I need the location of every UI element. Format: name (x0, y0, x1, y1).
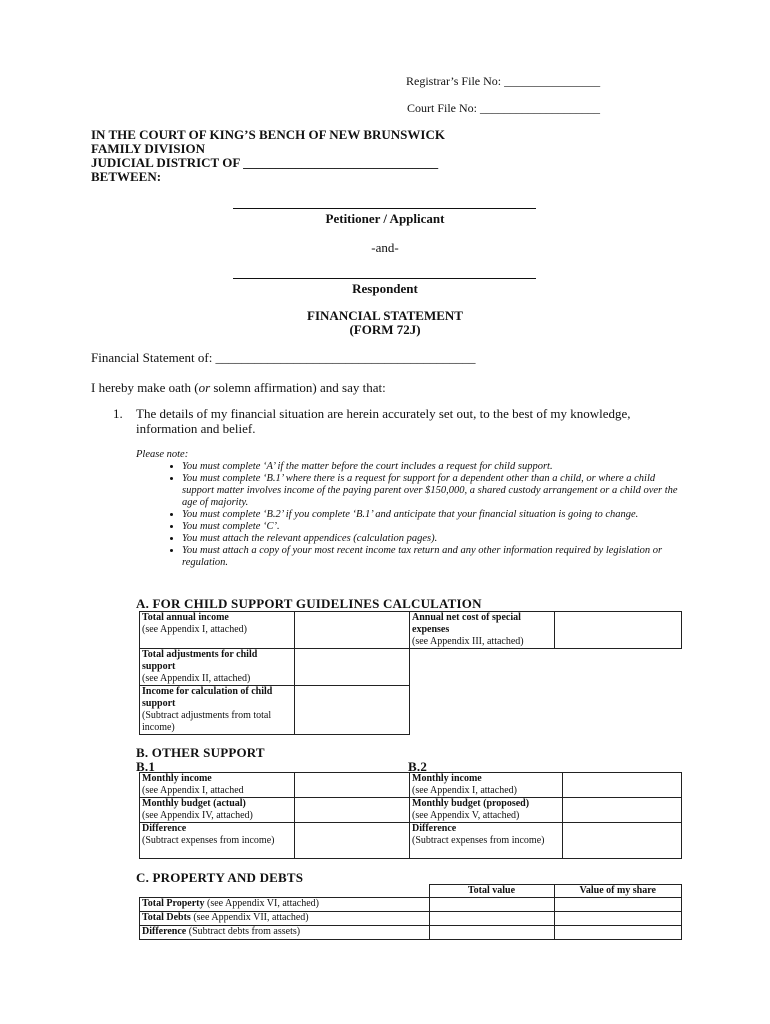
court-file-no: Court File No: ____________________ (407, 101, 601, 115)
court-line-2: FAMILY DIVISION (91, 141, 206, 156)
b2-monthly-income-cell (410, 773, 563, 798)
a-income-calc-input[interactable] (295, 686, 410, 735)
petitioner-line (233, 208, 536, 209)
c-col-total-value: Total value (429, 885, 554, 898)
b1-monthly-income-input[interactable] (295, 773, 410, 798)
c-debts-cell (140, 912, 430, 926)
b1-monthly-income-cell (140, 773, 295, 798)
note-item: • You must complete ‘A’ if the matter before the court includes a request for child support. (182, 461, 681, 473)
respondent-line (233, 278, 536, 279)
b1-monthly-income-sub: (see Appendix I, attached (142, 785, 244, 796)
court-line-4: BETWEEN: (91, 169, 162, 184)
financial-statement-of: Financial Statement of: ________________________________________ (91, 350, 476, 365)
a-income-calc-cell (140, 686, 295, 735)
notes-label: Please note: (136, 449, 189, 460)
oath-italic: or (198, 380, 211, 395)
form-title: FINANCIAL STATEMENT (307, 308, 463, 323)
b1-difference-sub: (Subtract expenses from income) (142, 835, 275, 846)
section-a-table (139, 611, 682, 735)
section-b1-label: B.1 (136, 759, 156, 774)
a-income-calc-sub: (Subtract adjustments from total income) (142, 710, 272, 733)
b2-difference-input[interactable] (563, 823, 682, 859)
a-total-income-input[interactable] (295, 612, 410, 649)
b1-difference-input[interactable] (295, 823, 410, 859)
notes-block (136, 449, 681, 569)
notes-list (136, 461, 681, 569)
c-debts-label: Total Debts (142, 912, 191, 923)
b1-monthly-income-label: Monthly income (142, 773, 212, 784)
b2-difference-cell (410, 823, 563, 859)
b2-difference-sub: (Subtract expenses from income) (412, 835, 545, 846)
c-property-total-input[interactable] (429, 898, 554, 912)
section-c-title: C. PROPERTY AND DEBTS (136, 870, 304, 885)
a-special-expenses-input[interactable] (555, 612, 682, 649)
a-adjustments-cell (140, 649, 295, 686)
section-a-title: A. FOR CHILD SUPPORT GUIDELINES CALCULATION (136, 596, 482, 611)
oath-text (91, 380, 386, 396)
court-line-1: IN THE COURT OF KING’S BENCH OF NEW BRUNSWICK (91, 127, 445, 142)
a-adjustments-label: Total adjustments for child support (142, 649, 258, 672)
a-income-calc-label: Income for calculation of child support (142, 686, 273, 709)
item-1-text: The details of my financial situation are herein accurately set out, to the best of my knowledge, information and belief. (136, 406, 631, 436)
note-item: • You must complete ‘B.2’ if you complete ‘B.1’ and anticipate that your financial situation is going to change. (182, 509, 681, 521)
b1-difference-label: Difference (142, 823, 187, 834)
oath-pre: I hereby make oath ( (91, 380, 199, 395)
c-debts-sub: (see Appendix VII, attached) (190, 912, 309, 923)
a-total-income-cell (140, 612, 295, 649)
section-b-title: B. OTHER SUPPORT (136, 745, 265, 760)
note-item: • You must attach the relevant appendices (calculation pages). (182, 533, 681, 545)
form-number: (FORM 72J) (349, 322, 421, 337)
note-item: • You must complete ‘B.1’ where there is a request for support for a dependent other than a child, or where a child support matter involves income of the paying parent over $150,000, a shared custody arrangement or a child over the age of majority. (182, 473, 681, 509)
note-item: • You must complete ‘C’. (182, 521, 681, 533)
a-total-income-sub: (see Appendix I, attached) (142, 624, 247, 635)
b2-monthly-income-sub: (see Appendix I, attached) (412, 785, 517, 796)
c-difference-cell (140, 926, 430, 940)
item-1-number: 1. (113, 406, 123, 421)
c-debts-share-input[interactable] (554, 912, 682, 926)
b2-monthly-income-label: Monthly income (412, 773, 482, 784)
note-item: • You must attach a copy of your most recent income tax return and any other information required by legislation or regulation. (182, 545, 681, 569)
c-col-my-share: Value of my share (554, 885, 682, 898)
c-difference-label: Difference (142, 926, 187, 937)
b2-monthly-income-input[interactable] (563, 773, 682, 798)
b2-budget-label: Monthly budget (proposed) (412, 798, 530, 809)
section-b2-label: B.2 (408, 759, 428, 774)
b1-budget-label: Monthly budget (actual) (142, 798, 246, 809)
a-blank (410, 649, 682, 686)
c-property-label: Total Property (142, 898, 205, 909)
court-heading (91, 128, 445, 184)
respondent-label: Respondent (352, 281, 418, 296)
oath-post: solemn affirmation) and say that: (210, 380, 386, 395)
b2-budget-input[interactable] (563, 798, 682, 823)
a-special-expenses-label: Annual net cost of special expenses (412, 612, 521, 635)
b2-difference-label: Difference (412, 823, 457, 834)
section-c-table (139, 884, 682, 940)
a-blank-2 (410, 686, 682, 735)
b1-budget-sub: (see Appendix IV, attached) (142, 810, 253, 821)
b2-budget-cell (410, 798, 563, 823)
registrar-file-no: Registrar’s File No: ________________ (406, 74, 601, 88)
b1-difference-cell (140, 823, 295, 859)
a-total-income-label: Total annual income (142, 612, 229, 623)
c-property-sub: (see Appendix VI, attached) (204, 898, 319, 909)
a-adjustments-input[interactable] (295, 649, 410, 686)
c-property-share-input[interactable] (554, 898, 682, 912)
court-line-3: JUDICIAL DISTRICT OF ______________________________ (91, 155, 439, 170)
a-special-expenses-cell (410, 612, 555, 649)
petitioner-label: Petitioner / Applicant (325, 211, 445, 226)
c-debts-total-input[interactable] (429, 912, 554, 926)
b1-budget-cell (140, 798, 295, 823)
b2-budget-sub: (see Appendix V, attached) (412, 810, 520, 821)
b1-budget-input[interactable] (295, 798, 410, 823)
and-label: -and- (371, 240, 399, 255)
a-adjustments-sub: (see Appendix II, attached) (142, 673, 251, 684)
c-header-blank (140, 885, 430, 898)
c-difference-sub: (Subtract debts from assets) (186, 926, 301, 937)
c-difference-share-input[interactable] (554, 926, 682, 940)
c-difference-total-input[interactable] (429, 926, 554, 940)
c-property-cell (140, 898, 430, 912)
section-b-table (139, 772, 682, 859)
a-special-expenses-sub: (see Appendix III, attached) (412, 636, 524, 647)
